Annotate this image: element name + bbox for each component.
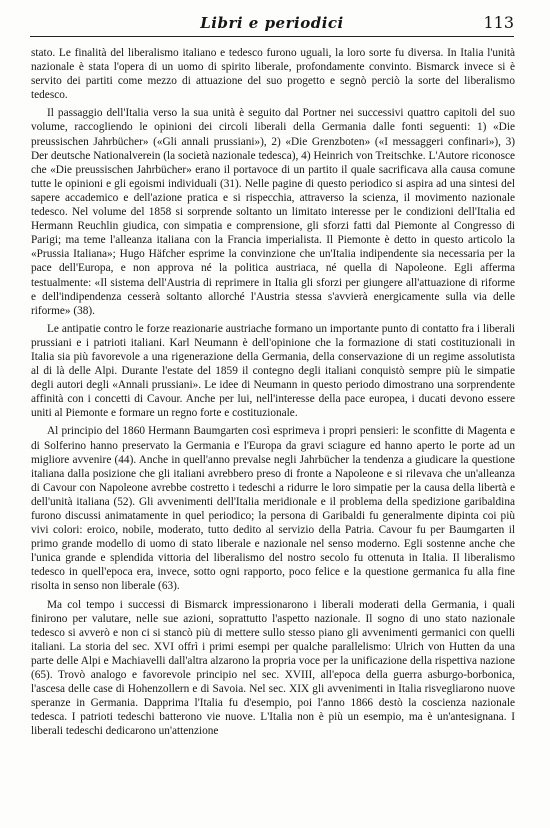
- running-head-title: Libri e periodici: [200, 14, 344, 32]
- body-text: [31, 46, 515, 739]
- paragraph-3: Le antipatie contro le forze reazionarie austriache formano un importante punto di contatto fra i liberali prussiani e i patrioti italiani. Karl Neumann è dell'opinione che la formazione di stati costituzionali in Italia sia più favorevole a una rigenerazione della Germania, della conservazione di un regime assolutista al di là delle Alpi. Durante l'estate del 1859 il contegno degli italiani conquistò sempre più le simpatie degli autori degli «Annali prussiani». Le idee di Neumann in questo periodo dimostrano una sorprendente affinità con i concetti di Cavour. Anche per lui, nell'interesse della pace europea, i ducati devono essere uniti al Piemonte e formare un regno forte e costituzionale.: [31, 322, 515, 420]
- paragraph-5: Ma col tempo i successi di Bismarck impressionarono i liberali moderati della Germania, i quali finirono per valutare, nelle sue azioni, soprattutto l'aspetto nazionale. Il sogno di uno stato nazionale tedesco si avverò e non ci si stancò più di mettere sullo stesso piano gli avvenimenti germanici con quelli italiani. La storia del sec. XVI offrì i primi esempi per qualche parallelismo: Ulrich von Hutten da una parte delle Alpi e Machiavelli dall'altra alzarono la propria voce per la unificazione della rispettiva nazione (65). Trovò analogo e favorevole principio nel sec. XVIII, all'epoca della guerra asburgo-borbonica, l'ascesa delle case di Hohenzollern e di Savoia. Nel sec. XIX gli avvenimenti in Italia risvegliarono nuove speranze in Germania. Dapprima l'Italia fu d'esempio, poi l'anno 1866 destò la coscienza nazionale tedesca. I patrioti tedeschi batterono vie nuove. L'Italia non è più un esempio, ma è un'antesignana. I liberali tedeschi dedicarono un'attenzione: [31, 598, 515, 738]
- page-number: 113: [483, 13, 514, 32]
- paragraph-1: stato. Le finalità del liberalismo italiano e tedesco furono uguali, la loro sorte fu diversa. In Italia l'unità nazionale è stata l'opera di un uomo di spirito liberale, profondamente convinto. Bismarck invece si è servito dei partiti come mezzo di attuazione del suo progetto e segnò perciò la sorte del liberalismo tedesco.: [31, 47, 515, 102]
- running-head: [30, 12, 514, 37]
- paragraph-2: Il passaggio dell'Italia verso la sua unità è seguito dal Portner nei successivi quattro capitoli del suo volume, raccogliendo le opinioni dei circoli liberali della Germania dalle fonti seguenti: 1) «Die preussischen Jahrbücher» («Gli annali prussiani»), 2) «Die Grenzboten» («I messaggeri confinari»), 3) Der deutsche Nationalverein (la società nazionale tedesca), 4) Heinrich von Treitschke. L'Autore riconosce che «Die preussischen Jahrbücher» erano il portavoce di un partito il quale sacrificava alla causa comune tutte le opinioni e gli egoismi individuali (31). Nelle pagine di questo periodico si aspira ad una sintesi del sapere accademico e dell'azione pratica e si rispecchia, attraverso la scienza, il movimento nazionale tedesco. Nel volume del 1858 si sorprende soltanto un limitato interesse per le condizioni dell'Italia ed Hermann Reuchlin giudica, con simpatia e comprensione, gli sforzi fatti dal Piemonte al Congresso di Parigi; ma teme l'alleanza italiana con la Francia imperialista. Il Piemonte è detto in questo articolo la «Prussia Italiana»; Hugo Häfcher esprime la convinzione che un'Italia indipendente sia necessaria per la pace dell'Europa, e non approva né la politica austriaca, né quella di Napoleone. Egli afferma testualmente: «Il sistema dell'Austria di reprimere in Italia gli sforzi per giungere all'attuazione di riforme e dell'indipendenza cesserà soltanto allorché l'Austria stessa s'avvierà energicamente sulla via delle riforme» (38).: [31, 107, 515, 317]
- paragraph-4: Al principio del 1860 Hermann Baumgarten così esprimeva i propri pensieri: le sconfitte di Magenta e di Solferino hanno preservato la Germania e l'Europa da gravi sciagure ed hanno aperto le porte ad un migliore avvenire (44). Anche in quell'anno prevalse negli Jahrbücher la tendenza a giudicare la questione italiana dalla posizione che gli italiani avrebbero preso di fronte a Napoleone e si rilevava che un'alleanza di Cavour con Napoleone avrebbe costretto i tedeschi a ridurre le loro simpatie per la causa della libertà e dell'unità italiana (52). Gli avvenimenti dell'Italia meridionale e il problema della spedizione garibaldina furono discussi animatamente in quel periodico; la persona di Garibaldi fu generalmente dipinta coi più vivi colori: eroico, nobile, moderato, tutto dedito al servizio della Patria. Cavour fu per Baumgarten il primo grande modello di uomo di stato liberale e nazionale nel senso moderno. Egli sostenne anche che l'unica grande e splendida vittoria del liberalismo del nostro secolo fu ottenuta in Italia. Il liberalismo tedesco in quell'epoca era, invece, sotto ogni rapporto, poco felice e la questione germanica fu alla fine risolta in senso non liberale (63).: [31, 425, 515, 593]
